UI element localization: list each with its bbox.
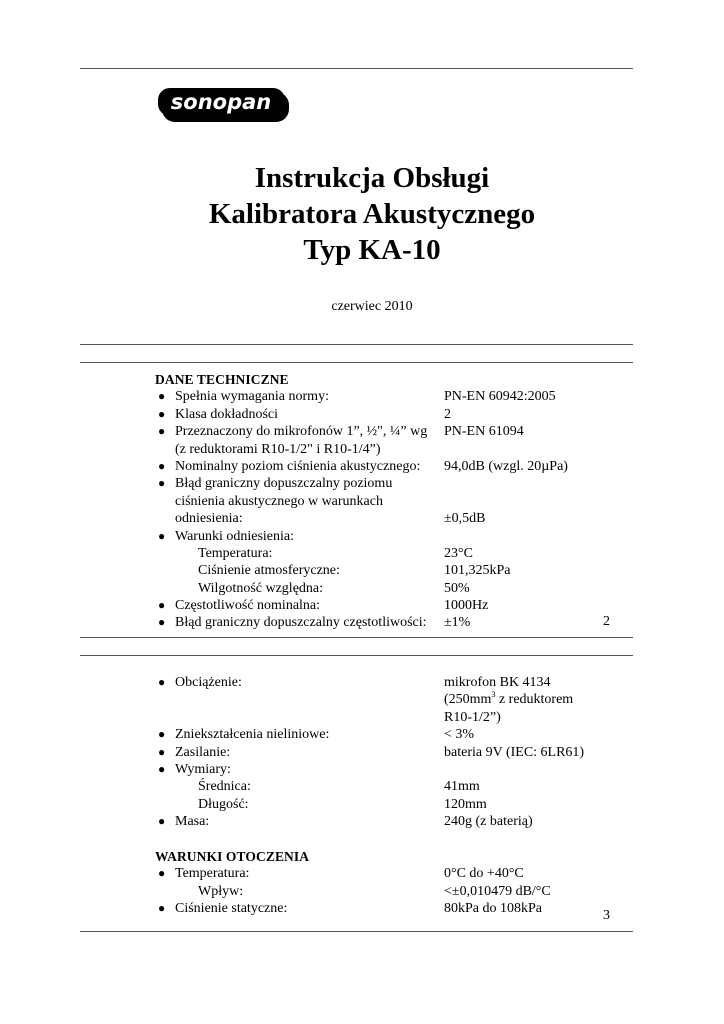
item-label: ciśnienia akustycznego w warunkach <box>175 493 383 509</box>
bullet-icon: ● <box>158 727 166 742</box>
item-label: Nominalny poziom ciśnienia akustycznego: <box>175 458 421 474</box>
section-heading: DANE TECHNICZNE <box>155 372 289 387</box>
item-label: (z reduktorami R10-1/2" i R10-1/4”) <box>175 441 381 457</box>
bullet-icon: ● <box>158 406 166 421</box>
item-label: Temperatura: <box>175 866 250 882</box>
spacer <box>155 831 625 848</box>
item-value: PN-EN 60942:2005 <box>444 389 556 405</box>
list-subitem <box>155 778 625 795</box>
bullet-icon: ● <box>158 615 166 630</box>
list-subitem <box>155 580 625 597</box>
list-item <box>155 744 625 761</box>
list-item <box>155 423 625 440</box>
item-value: R10-1/2”) <box>444 709 501 725</box>
list-item <box>155 900 625 917</box>
item-label: Klasa dokładności <box>175 406 279 422</box>
bullet-icon: ● <box>158 901 166 916</box>
item-value: 0°C do +40°C <box>444 866 524 882</box>
technical-data-section <box>155 371 625 632</box>
page-separator-rule <box>80 362 633 363</box>
item-value: 2 <box>444 406 451 422</box>
page-separator-rule <box>80 68 633 69</box>
bullet-icon: ● <box>158 598 166 613</box>
section-heading: WARUNKI OTOCZENIA <box>155 848 310 864</box>
item-label: Temperatura: <box>198 545 273 561</box>
list-item <box>155 614 625 631</box>
page-separator-rule <box>80 655 633 656</box>
item-value: <±0,010479 dB/°C <box>444 883 551 899</box>
item-value-tail: z reduktorem <box>495 692 574 708</box>
list-item-continuation <box>155 709 625 726</box>
list-item <box>155 458 625 475</box>
item-label: Zasilanie: <box>175 744 231 760</box>
list-item <box>155 528 625 545</box>
document-title-line: Instrukcja Obsługi <box>254 162 490 194</box>
item-label: Średnica: <box>198 779 251 795</box>
item-label: Wymiary: <box>175 761 231 777</box>
item-label: Zniekształcenia nieliniowe: <box>175 727 330 743</box>
list-item <box>155 726 625 743</box>
item-value: 94,0dB (wzgl. 20µPa) <box>444 458 568 474</box>
bullet-icon: ● <box>158 389 166 404</box>
bullet-icon: ● <box>158 476 166 491</box>
page-separator-rule <box>80 931 633 932</box>
superscript: 3 <box>491 690 496 700</box>
item-value: bateria 9V (IEC: 6LR61) <box>444 744 585 760</box>
item-value: 1000Hz <box>444 598 489 614</box>
item-label: Wilgotność względna: <box>198 580 324 596</box>
item-label: Błąd graniczny dopuszczalny poziomu <box>175 476 393 492</box>
list-item <box>155 761 625 778</box>
item-label: Obciążenie: <box>175 675 242 690</box>
list-item <box>155 813 625 830</box>
document-date: czerwiec 2010 <box>331 299 413 314</box>
item-value: 101,325kPa <box>444 563 511 579</box>
bullet-icon: ● <box>158 528 166 543</box>
item-value: mikrofon BK 4134 <box>444 675 551 690</box>
list-item-continuation <box>155 441 625 458</box>
item-label: odniesienia: <box>175 511 243 527</box>
document-title-line: Typ KA-10 <box>303 234 441 266</box>
bullet-icon: ● <box>158 675 166 689</box>
bullet-icon: ● <box>158 866 166 881</box>
item-label: Ciśnienie statyczne: <box>175 901 288 917</box>
item-value: ±1% <box>444 615 471 631</box>
item-value <box>444 691 573 708</box>
item-value: 80kPa do 108kPa <box>444 901 542 917</box>
sonopan-logo <box>157 86 291 124</box>
list-subitem <box>155 562 625 579</box>
list-item <box>155 388 625 405</box>
item-value: 50% <box>444 580 470 596</box>
list-item <box>155 597 625 614</box>
page-separator-rule <box>80 344 633 345</box>
list-item <box>155 674 625 691</box>
bullet-icon: ● <box>158 744 166 759</box>
list-item-continuation <box>155 493 625 510</box>
page-number: 2 <box>603 614 610 629</box>
document-title-line: Kalibratora Akustycznego <box>208 198 536 230</box>
item-label: Długość: <box>198 796 249 812</box>
list-item <box>155 406 625 423</box>
item-label: Warunki odniesienia: <box>175 528 295 544</box>
page-number: 3 <box>603 908 610 923</box>
item-label: Częstotliwość nominalna: <box>175 598 321 614</box>
item-value: 120mm <box>444 796 487 812</box>
item-label: Ciśnienie atmosferyczne: <box>198 563 340 579</box>
list-item <box>155 475 625 492</box>
bullet-icon: ● <box>158 424 166 439</box>
item-value: ±0,5dB <box>444 511 486 527</box>
item-value: PN-EN 61094 <box>444 424 524 440</box>
item-label: Przeznaczony do mikrofonów 1”, ½", ¼” wg <box>175 424 428 440</box>
list-item <box>155 865 625 882</box>
list-subitem <box>155 796 625 813</box>
bullet-icon: ● <box>158 458 166 473</box>
item-value: 23°C <box>444 545 473 561</box>
list-item-continuation <box>155 510 625 527</box>
list-subitem <box>155 883 625 900</box>
item-label: Błąd graniczny dopuszczalny częstotliwości: <box>175 615 427 631</box>
page-separator-rule <box>80 637 633 638</box>
bullet-icon: ● <box>158 814 166 829</box>
item-label: Masa: <box>175 814 210 830</box>
item-value-text: (250mm <box>444 692 492 708</box>
list-subitem <box>155 545 625 562</box>
item-value: 41mm <box>444 779 480 795</box>
item-label: Spełnia wymagania normy: <box>175 389 329 405</box>
item-value: < 3% <box>444 727 475 743</box>
item-value: 240g (z baterią) <box>444 814 533 830</box>
bullet-icon: ● <box>158 761 166 776</box>
technical-data-continued-section <box>155 674 625 917</box>
item-label: Wpływ: <box>198 883 244 899</box>
logo-text: sonopan <box>170 90 272 114</box>
list-item-continuation <box>155 691 625 708</box>
